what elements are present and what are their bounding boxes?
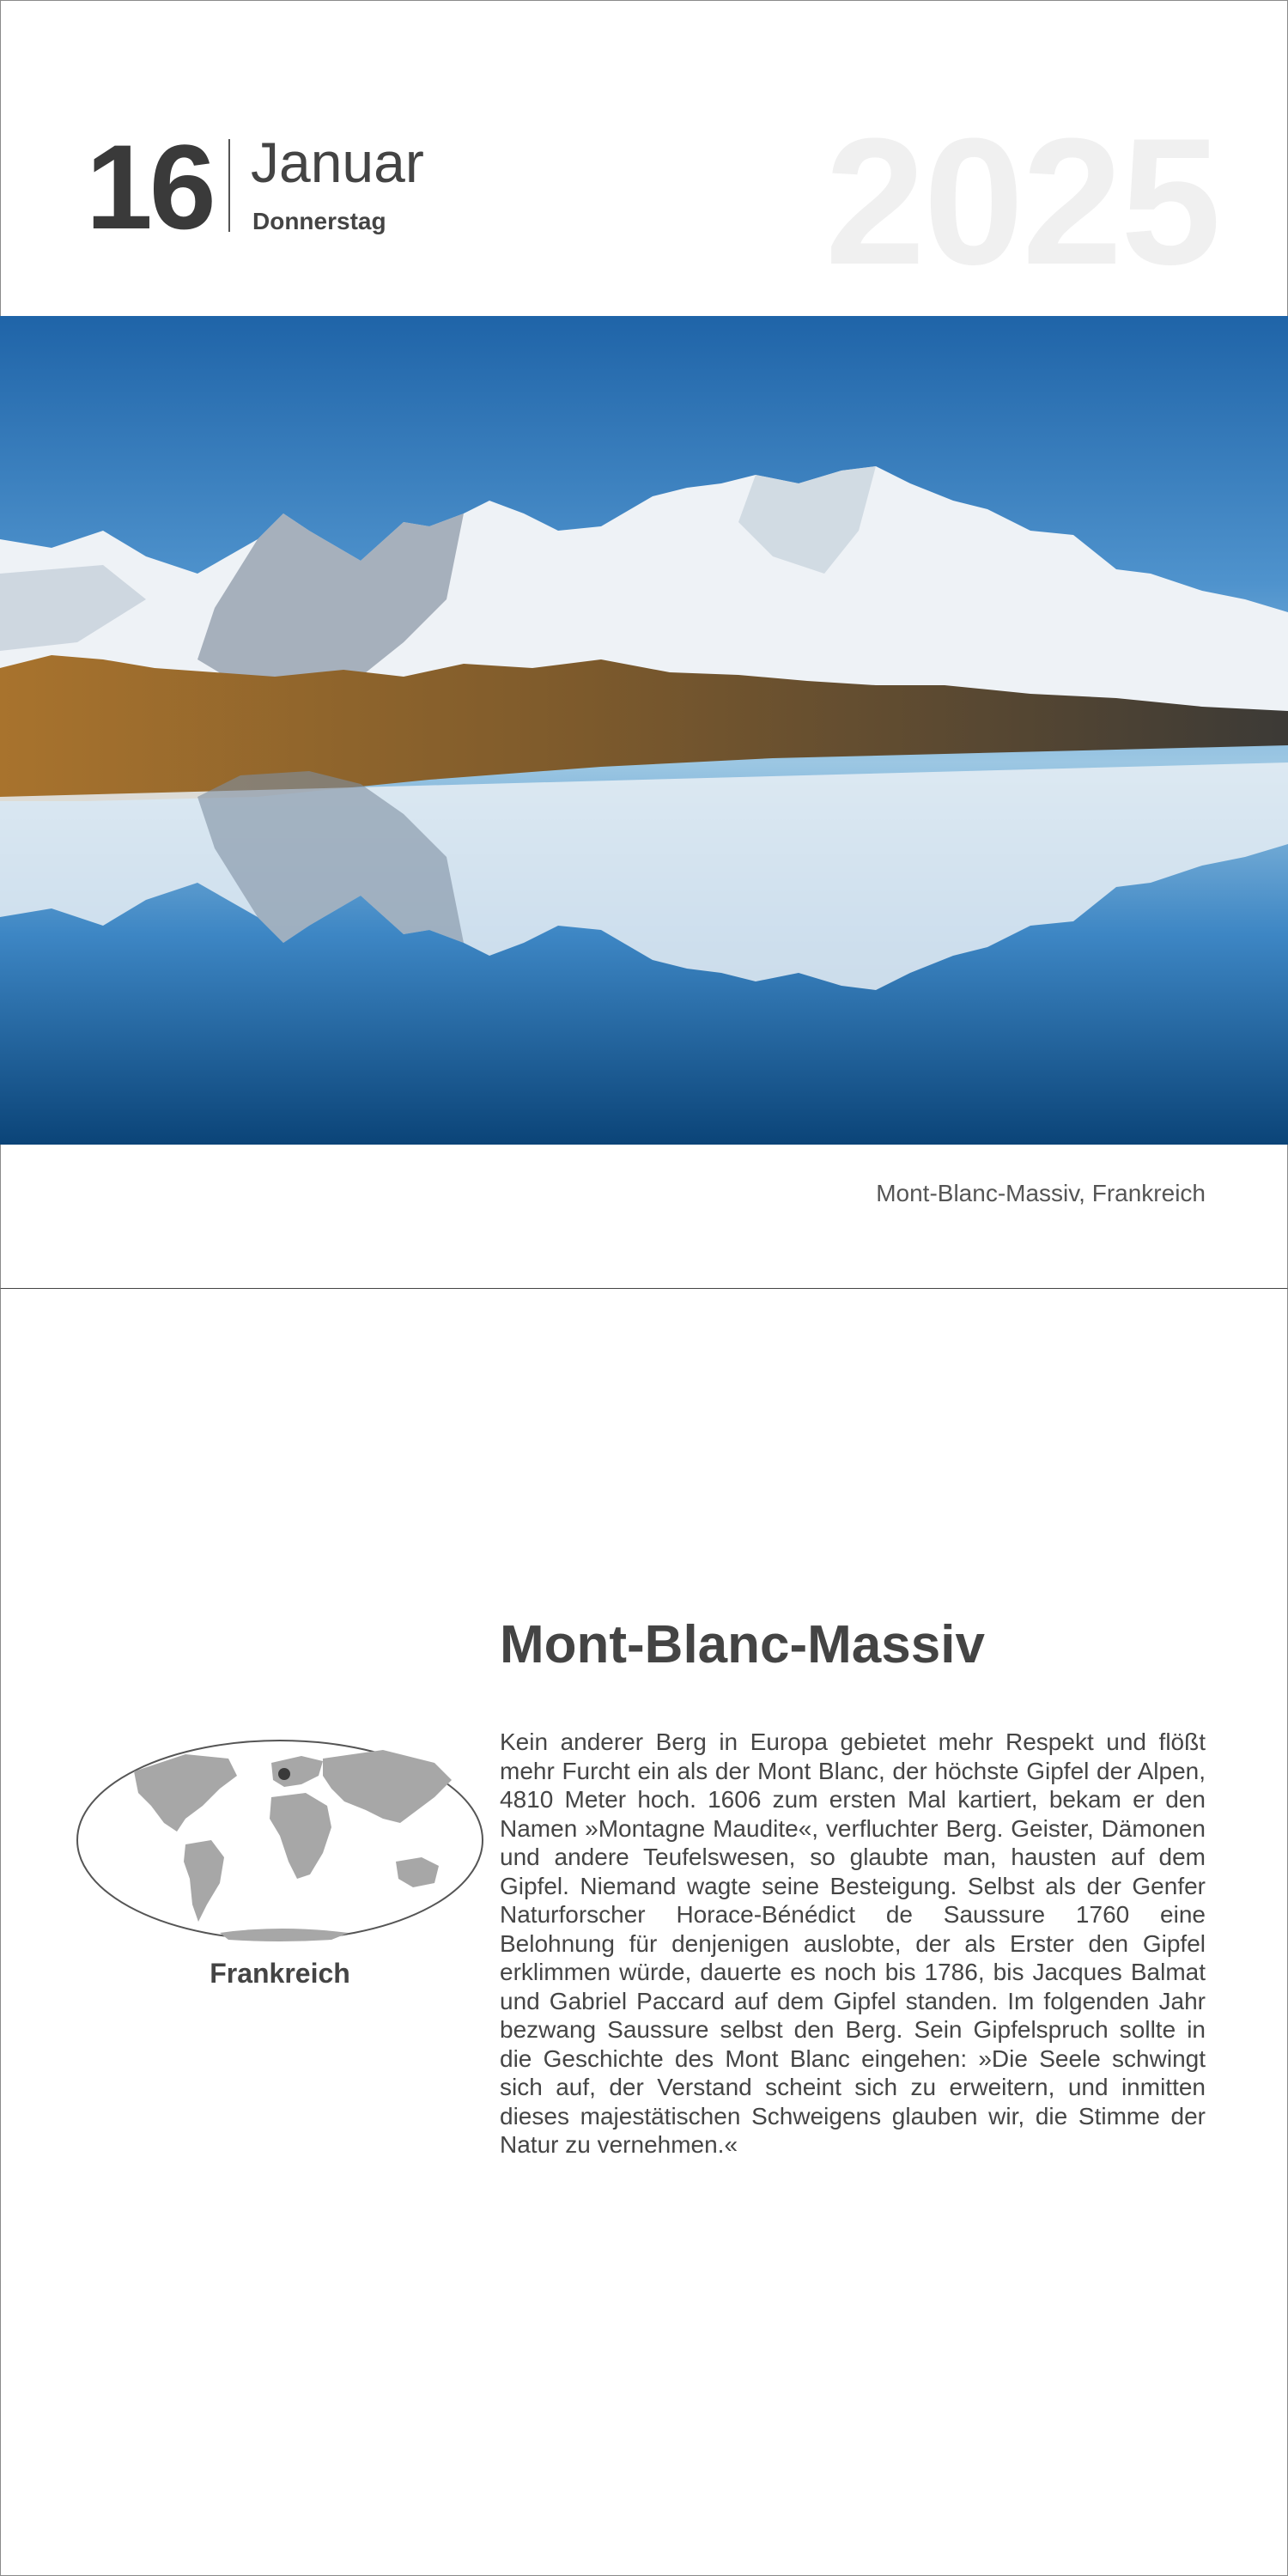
map-country-label: Frankreich: [210, 1958, 350, 1989]
year-watermark: 2025: [824, 100, 1219, 302]
article-paragraph: Kein anderer Berg in Europa gebietet mehr Respekt und flößt mehr Furcht ein als der Mont Blanc, der höchste Gipfel der Alpen, 4810 Meter hoch. 1606 zum ersten Mal kartiert, bekam er den Namen »Montagne Maudite«, verfluchter Berg. Geister, Dämonen und andere Teufelswesen, so glaubte man, hausten auf dem Gipfel. Niemand wagte seine Besteigung. Selbst als der Genfer Naturforscher Horace-Bénédict de Saussure 1760 eine Belohnung für denjenigen auslobte, der als Erster den Gipfel erklimmen würde, dauerte es noch bis 1786, bis Jacques Balmat und Gabriel Paccard auf dem Gipfel standen. Im folgenden Jahr bezwang Saussure selbst den Berg. Sein Gipfelspruch sollte in die Geschichte des Mont Blanc eingehen: »Die Seele schwingt sich auf, der Verstand scheint sich zu erweitern, und inmitten dieses majestätischen Schweigens glauben wir, die Stimme der Natur zu vernehmen.«: [500, 1728, 1206, 2158]
weekday-name: Donnerstag: [252, 208, 386, 234]
photo-caption: Mont-Blanc-Massiv, Frankreich: [876, 1180, 1206, 1206]
world-map: [74, 1737, 486, 1943]
location-marker: [278, 1768, 290, 1780]
article-body: [500, 1728, 1206, 2160]
day-number: 16: [86, 119, 213, 254]
landscape-photo: [0, 316, 1288, 1145]
article-title: Mont-Blanc-Massiv: [500, 1615, 985, 1674]
month-name: Januar: [251, 131, 424, 194]
date-divider: [228, 139, 230, 232]
